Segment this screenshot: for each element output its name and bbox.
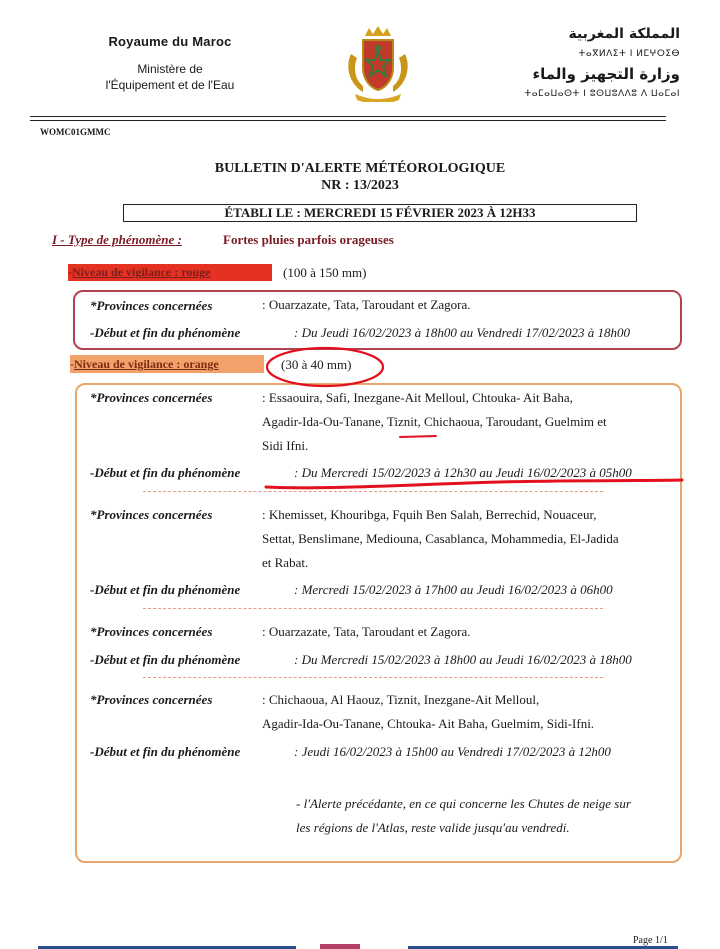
orange-period-label: -Début et fin du phénomène (90, 652, 241, 667)
orange-period-label: -Début et fin du phénomène (90, 465, 241, 480)
underline-annotation (266, 480, 682, 488)
page-number: Page 1/1 (633, 935, 668, 946)
orange-provinces-label: *Provinces concernées (90, 692, 213, 707)
orange-provinces-label: *Provinces concernées (90, 507, 213, 522)
provinces-line: : Khemisset, Khouribga, Fquih Ben Salah, Berrechid, Nouaceur, (262, 507, 597, 522)
red-amount: (100 à 150 mm) (283, 265, 367, 280)
provinces-line: et Rabat. (262, 555, 309, 570)
ministry-line1: Ministère de (137, 62, 203, 76)
document-code: WOMC01GMMC (40, 127, 111, 137)
circle-annotation (267, 348, 383, 386)
note-line: les régions de l'Atlas, reste valide jusqu'au vendredi. (296, 820, 570, 835)
orange-amount: (30 à 40 mm) (281, 357, 352, 372)
orange-period-label: -Début et fin du phénomène (90, 744, 241, 759)
phenomenon-label: I - Type de phénomène : (52, 232, 182, 247)
orange-vigilance-label: Niveau de vigilance : orange (74, 357, 219, 371)
provinces-line: Settat, Benslimane, Mediouna, Casablanca, Mohammedia, El-Jadida (262, 531, 619, 546)
kingdom-name-tifinagh: ⵜⴰⴳⵍⴷⵉⵜ ⵏ ⵍⵎⵖⵔⵉⴱ (578, 49, 680, 59)
orange-provinces-label: *Provinces concernées (90, 390, 213, 405)
orange-provinces-label: *Provinces concernées (90, 624, 213, 639)
kingdom-name-ar: المملكة المغربية (568, 26, 680, 42)
provinces-line: Agadir-Ida-Ou-Tanane, Chtouka- Ait Baha, Guelmim, Sidi-Ifni. (262, 716, 595, 731)
red-vigilance-label: Niveau de vigilance : rouge (72, 265, 211, 279)
footer-decoration (38, 944, 678, 949)
underline-annotation (400, 436, 436, 437)
orange-period-2: : Mercredi 15/02/2023 à 17h00 au Jeudi 16/02/2023 à 06h00 (294, 582, 613, 597)
orange-period-4: : Jeudi 16/02/2023 à 15h00 au Vendredi 17/02/2023 à 12h00 (294, 744, 611, 759)
orange-period-1: : Du Mercredi 15/02/2023 à 12h30 au Jeudi 16/02/2023 à 05h00 (294, 465, 632, 480)
provinces-line: Sidi Ifni. (262, 438, 309, 453)
red-period: : Du Jeudi 16/02/2023 à 18h00 au Vendredi 17/02/2023 à 18h00 (294, 325, 631, 340)
bulletin-title-line1: BULLETIN D'ALERTE MÉTÉOROLOGIQUE (214, 161, 506, 176)
red-provinces: : Ouarzazate, Tata, Taroudant et Zagora. (262, 297, 471, 312)
orange-period-label: -Début et fin du phénomène (90, 582, 241, 597)
red-period-label: -Début et fin du phénomène (90, 325, 241, 340)
provinces-line: : Essaouira, Safi, Inezgane-Ait Melloul, Chtouka- Ait Baha, (262, 390, 573, 405)
issued-date-box: ÉTABLI LE : MERCREDI 15 FÉVRIER 2023 À 12H33 (123, 204, 637, 222)
orange-vigilance-badge: -Niveau de vigilance : orange (70, 355, 264, 373)
provinces-line: Agadir-Ida-Ou-Tanane, Tiznit, Chichaoua, Taroudant, Guelmim et (262, 414, 607, 429)
bulletin-number: NR : 13/2023 (321, 178, 399, 193)
red-provinces-label: *Provinces concernées (90, 298, 213, 313)
kingdom-name-fr: Royaume du Maroc (108, 34, 232, 49)
note-line: - l'Alerte précédante, en ce qui concerne les Chutes de neige sur (296, 796, 631, 811)
ministry-name-tifinagh: ⵜⴰⵎⴰⵡⴰⵙⵜ ⵏ ⵓⵙⵡⵓⴷⴷⵓ ⴷ ⵡⴰⵎⴰⵏ (524, 89, 680, 99)
orange-period-3: : Du Mercredi 15/02/2023 à 18h00 au Jeudi 16/02/2023 à 18h00 (294, 652, 632, 667)
phenomenon-value: Fortes pluies parfois orageuses (223, 232, 394, 247)
provinces-line: : Chichaoua, Al Haouz, Tiznit, Inezgane-Ait Melloul, (262, 692, 540, 707)
provinces-line: : Ouarzazate, Tata, Taroudant et Zagora. (262, 624, 471, 639)
ministry-line2: l'Équipement et de l'Eau (105, 78, 235, 92)
ministry-name-ar: وزارة التجهيز والماء (532, 65, 680, 83)
red-vigilance-badge: -Niveau de vigilance : rouge (68, 264, 272, 281)
